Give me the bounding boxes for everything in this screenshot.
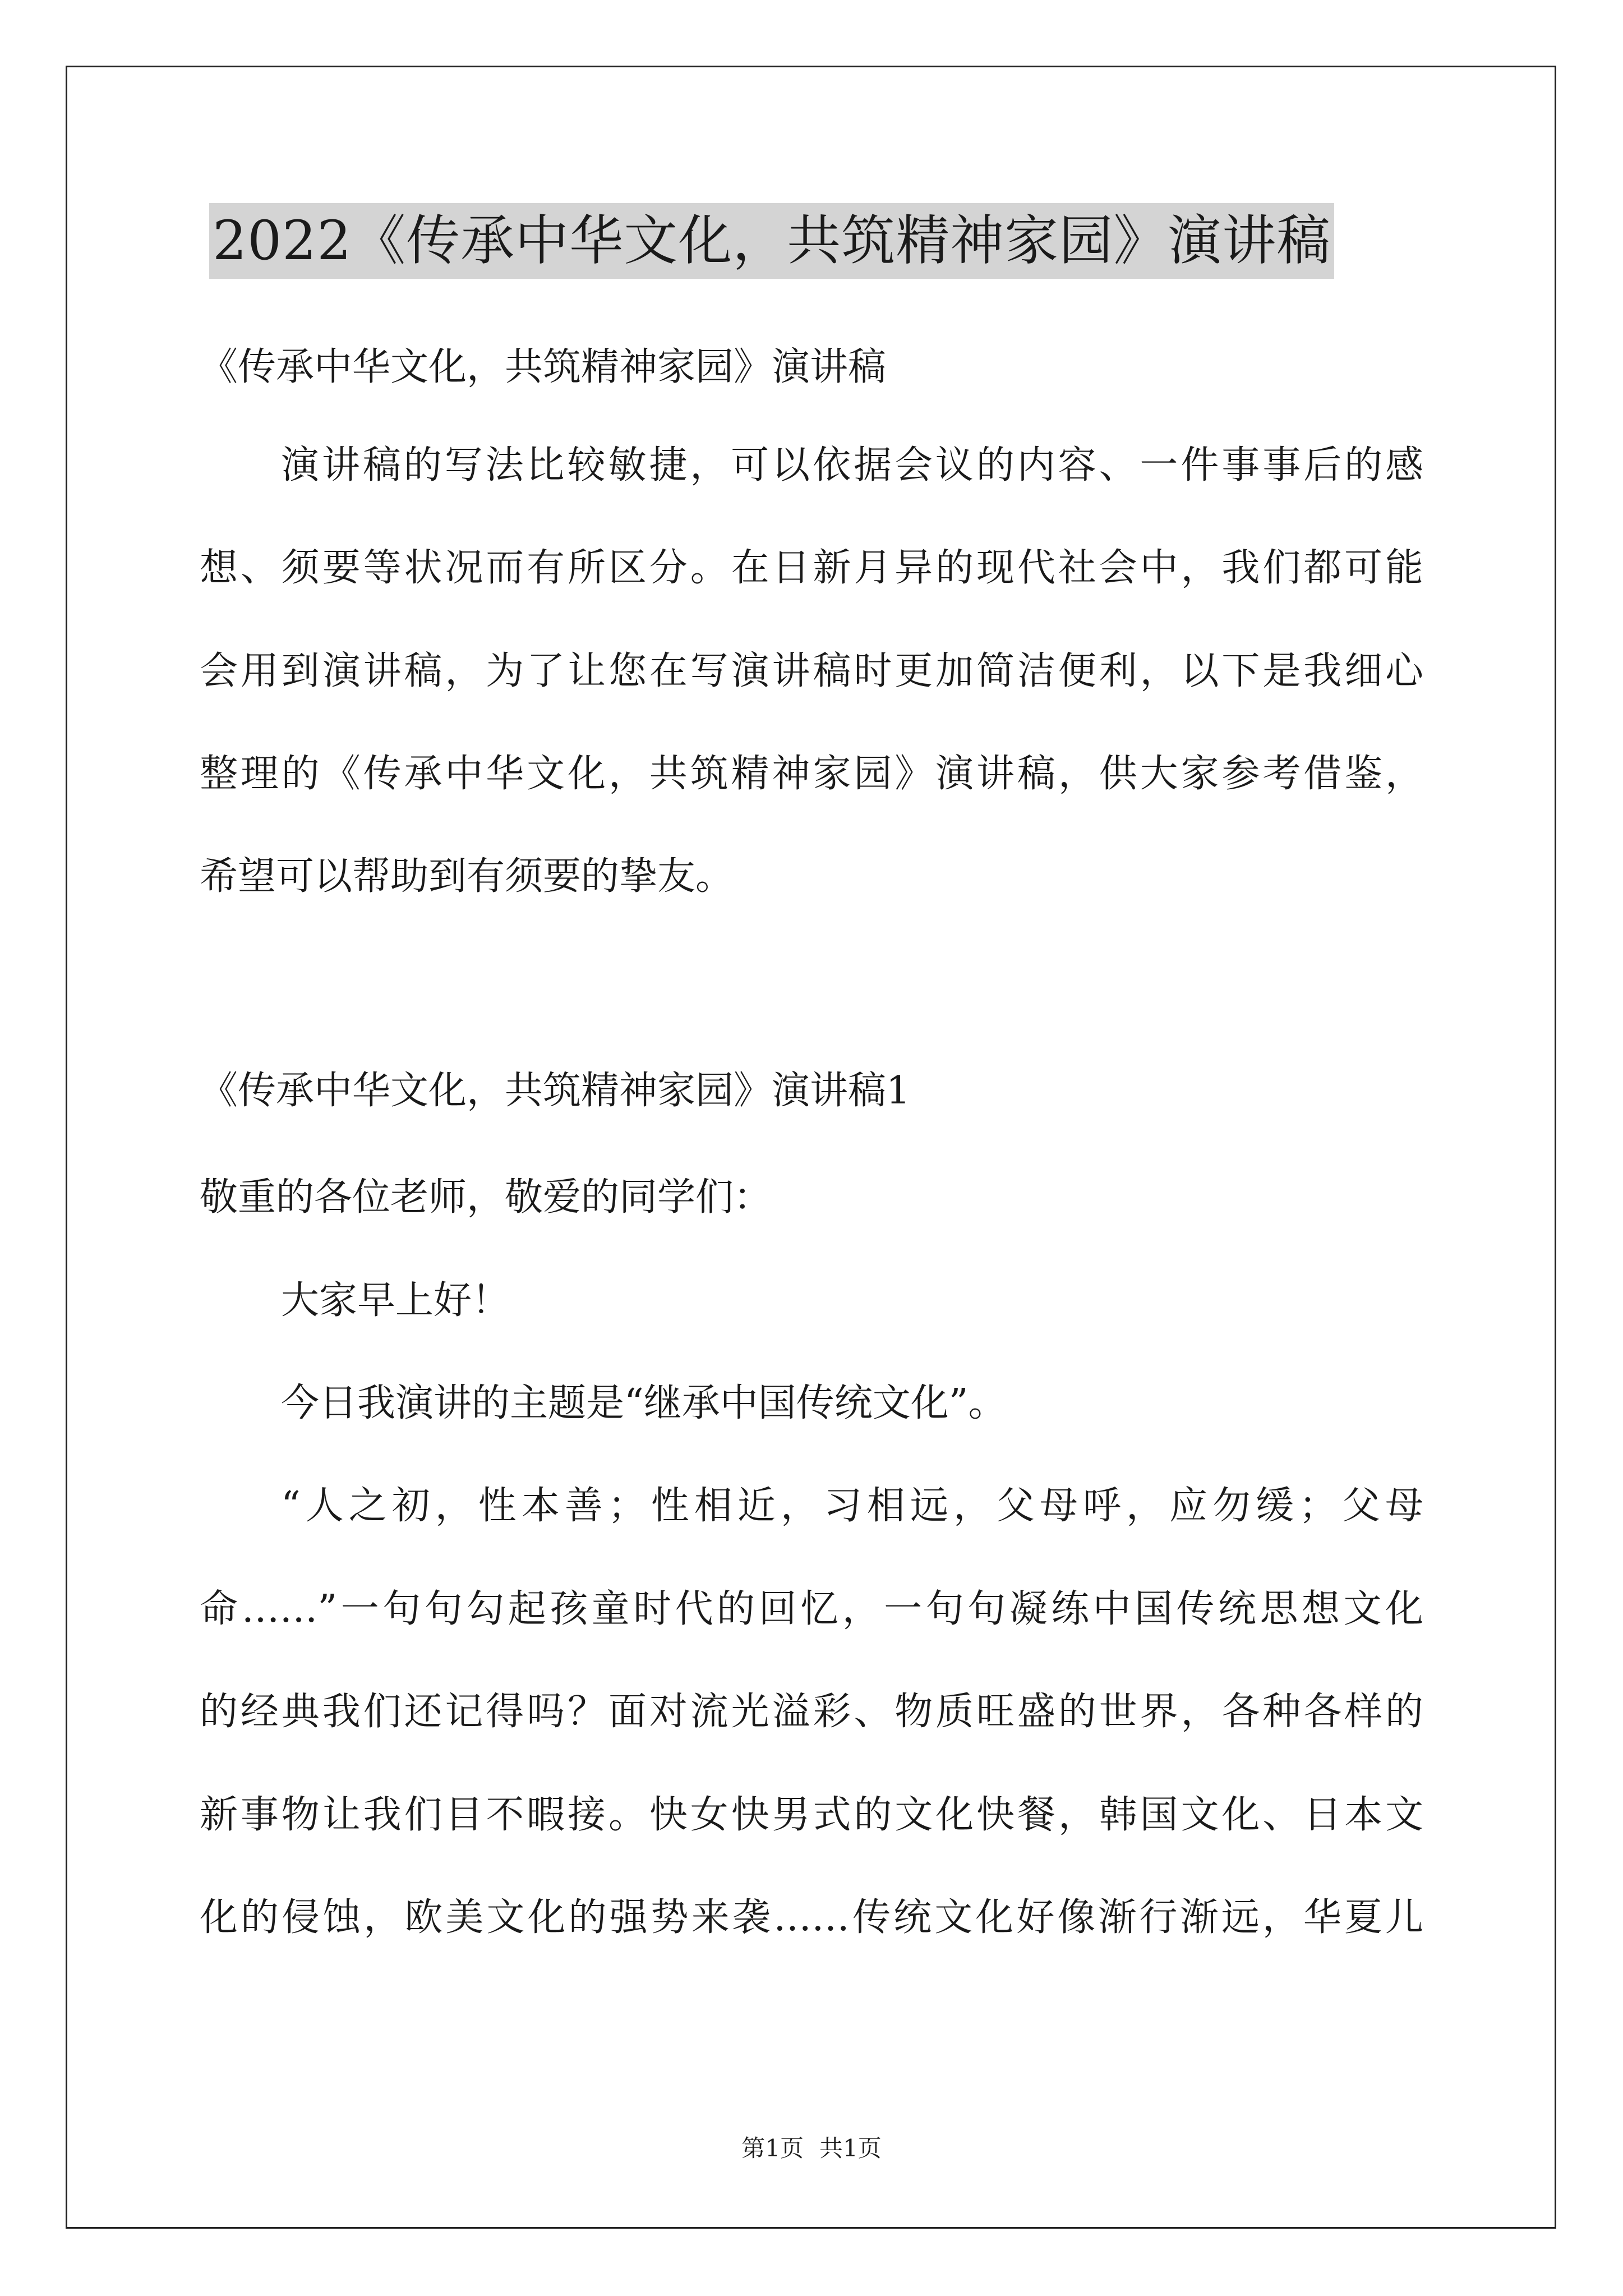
paragraph-line: 命……”一句句勾起孩童时代的回忆，一句句凝练中国传统思想文化 xyxy=(200,1587,1423,1631)
page-total: 共1页 xyxy=(819,2134,882,2162)
document-title: 2022《传承中华文化，共筑精神家园》演讲稿 xyxy=(209,203,1334,279)
paragraph-line: 新事物让我们目不暇接。快女快男式的文化快餐，韩国文化、日本文 xyxy=(200,1793,1423,1837)
page-footer xyxy=(0,2132,1623,2165)
paragraph-line: “人之初，性本善；性相近，习相远，父母呼，应勿缓；父母 xyxy=(281,1484,1423,1528)
paragraph-line: 想、须要等状况而有所区分。在日新月异的现代社会中，我们都可能 xyxy=(200,546,1423,590)
salutation-line: 敬重的各位老师，敬爱的同学们： xyxy=(200,1175,772,1220)
section-heading: 《传承中华文化，共筑精神家园》演讲稿1 xyxy=(200,1069,911,1113)
paragraph-line: 演讲稿的写法比较敏捷，可以依据会议的内容、一件事事后的感 xyxy=(281,443,1423,487)
page-number: 第1页 xyxy=(741,2134,804,2162)
paragraph-line: 整理的《传承中华文化，共筑精神家园》演讲稿，供大家参考借鉴， xyxy=(200,752,1423,796)
paragraph-line: 的经典我们还记得吗？面对流光溢彩、物质旺盛的世界，各种各样的 xyxy=(200,1690,1423,1734)
paragraph-line: 化的侵蚀，欧美文化的强势来袭……传统文化好像渐行渐远，华夏儿 xyxy=(200,1895,1423,1940)
paragraph-line: 会用到演讲稿，为了让您在写演讲稿时更加简洁便利，以下是我细心 xyxy=(200,649,1423,693)
topic-line: 今日我演讲的主题是“继承中国传统文化”。 xyxy=(281,1381,1007,1425)
greeting-line: 大家早上好！ xyxy=(281,1278,510,1323)
paragraph-line: 希望可以帮助到有须要的挚友。 xyxy=(200,854,734,899)
subtitle-line: 《传承中华文化，共筑精神家园》演讲稿 xyxy=(200,345,887,389)
